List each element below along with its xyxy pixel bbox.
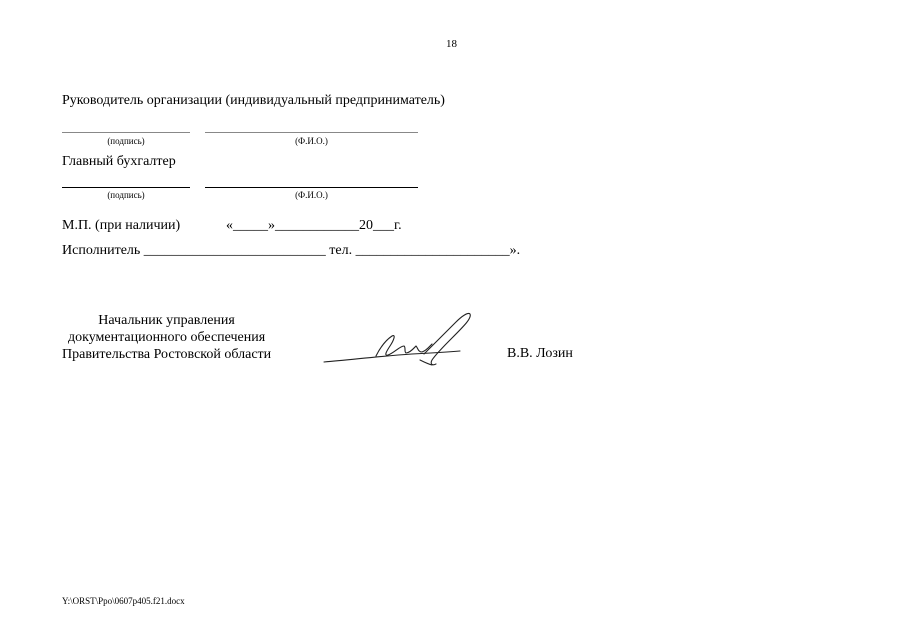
date-field: «_____»____________20___г. (226, 218, 402, 233)
accountant-signature-caption: (подпись) (107, 190, 145, 200)
accountant-name-line (205, 187, 418, 188)
signature-flourish-stroke (424, 313, 470, 364)
page-number: 18 (446, 38, 457, 50)
head-signature-line (62, 132, 190, 133)
accountant-title: Главный бухгалтер (62, 154, 176, 169)
head-title: Руководитель организации (индивидуальный предприниматель) (62, 93, 445, 108)
signatory-position (62, 312, 271, 363)
stamp-label: М.П. (при наличии) (62, 218, 181, 233)
head-signature-caption: (подпись) (107, 136, 145, 146)
signature-tail-stroke (420, 360, 432, 365)
accountant-name-caption: (Ф.И.О.) (295, 190, 328, 200)
file-path: Y:\ORST\Ppo\0607p405.f21.docx (62, 596, 185, 606)
accountant-signature-line (62, 187, 190, 188)
signatory-position-line1: Начальник управления (98, 313, 235, 328)
head-name-caption: (Ф.И.О.) (295, 136, 328, 146)
signatory-name: В.В. Лозин (507, 346, 573, 361)
head-name-line (205, 132, 418, 133)
handwritten-signature (320, 310, 475, 372)
signatory-position-line2: документационного обеспечения (67, 330, 266, 345)
executor-line: Исполнитель __________________________ тел. ______________________». (62, 243, 521, 258)
signatory-position-line3: Правительства Ростовской области (62, 347, 272, 362)
